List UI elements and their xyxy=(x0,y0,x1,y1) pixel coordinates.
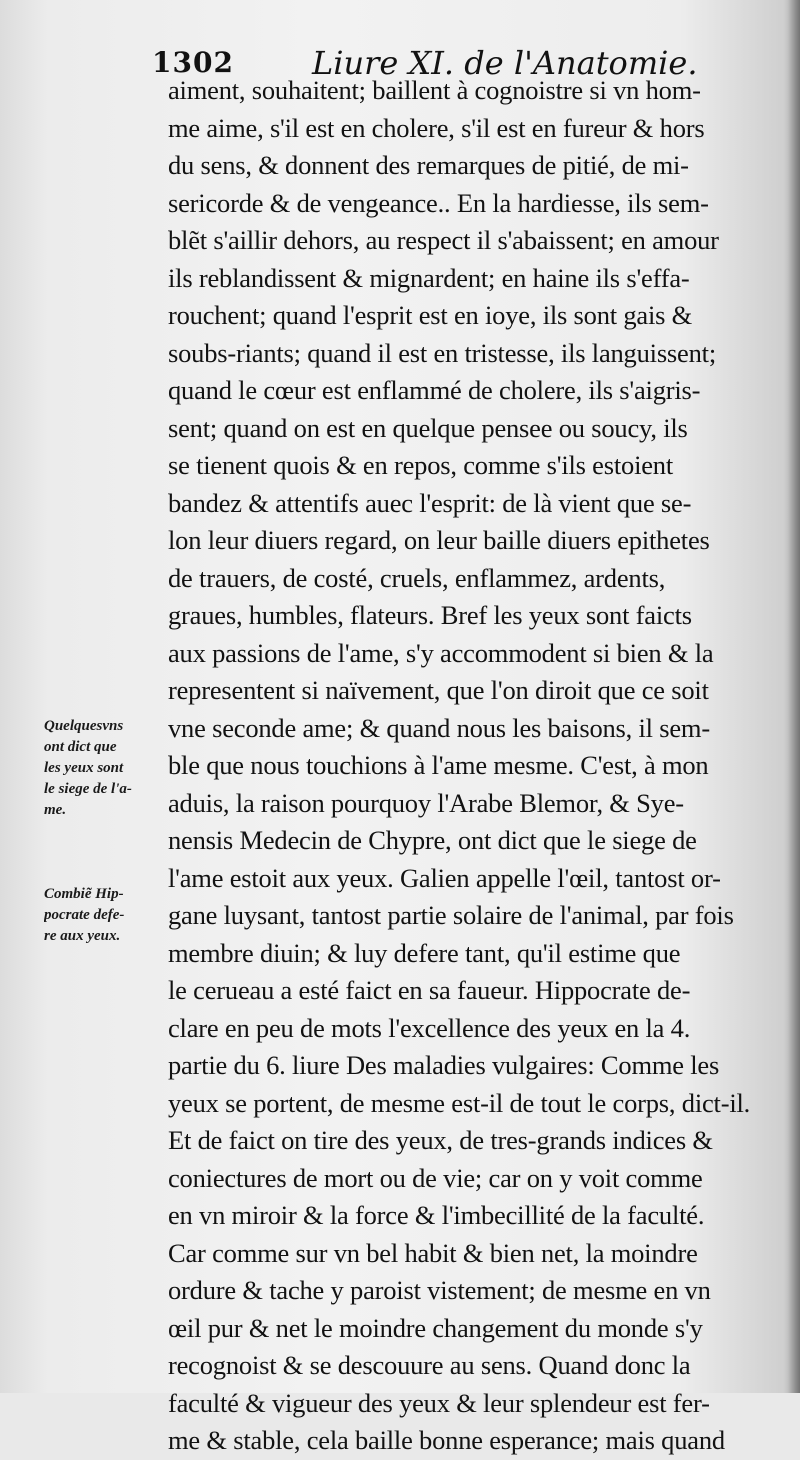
text-line: recognoist & se descouure au sens. Quand donc la xyxy=(168,1350,691,1380)
margin-note-line: le siege de l'a- xyxy=(44,781,132,797)
text-line: nensis Medecin de Chypre, ont dict que le siege de xyxy=(168,825,697,855)
margin-note-line: Combiẽ Hip- xyxy=(44,886,124,902)
text-line: me & stable, cela baille bonne esperance; mais quand xyxy=(168,1425,725,1455)
text-line: aduis, la raison pourquoy l'Arabe Blemor, & Sye- xyxy=(168,787,684,818)
text-line: l'ame estoit aux yeux. Galien appelle l'œil, tantost or- xyxy=(168,862,721,893)
text-line: membre diuin; & luy defere tant, qu'il estime que xyxy=(168,937,681,968)
text-line: de trauers, de costé, cruels, enflammez, ardents, xyxy=(168,562,666,593)
margin-note-line: ont dict que xyxy=(44,739,117,755)
text-line: ble que nous touchions à l'ame mesme. C'est, à mon xyxy=(168,750,709,780)
text-line: du sens, & donnent des remarques de pitié, de mi- xyxy=(168,150,689,180)
text-line: yeux se portent, de mesme est-il de tout le corps, dict-il. xyxy=(168,1087,751,1118)
text-line: œil pur & net le moindre changement du monde s'y xyxy=(168,1312,703,1343)
text-line: faculté & vigueur des yeux & leur splendeur est fer- xyxy=(168,1387,710,1418)
text-line: ils reblandissent & mignardent; en haine ils s'effa- xyxy=(168,262,690,293)
text-line: vne seconde ame; & quand nous les baisons, il sem- xyxy=(168,712,710,743)
page-gutter-shadow xyxy=(788,0,800,1393)
text-line: partie du 6. liure Des maladies vulgaires: Comme les xyxy=(168,1050,720,1080)
text-line: rouchent; quand l'esprit est en ioye, ils sont gais & xyxy=(168,300,693,330)
text-line: aiment, souhaitent; baillent à cognoistre si vn hom- xyxy=(168,75,701,105)
text-line: ordure & tache y paroist vistement; de mesme en vn xyxy=(168,1275,711,1305)
margin-note-line: me. xyxy=(44,802,67,818)
margin-note-line: re aux yeux. xyxy=(44,928,121,944)
page-number: 1302 xyxy=(152,46,234,79)
text-line: blẽt s'aillir dehors, au respect il s'abaissent; en amour xyxy=(168,225,719,255)
margin-note-line: pocrate defe- xyxy=(44,907,125,923)
text-line: en vn miroir & la force & l'imbecillité de la faculté. xyxy=(168,1200,705,1230)
margin-note-siege-de-l-ame xyxy=(44,716,172,821)
text-line: sent; quand on est en quelque pensee ou soucy, ils xyxy=(168,412,688,443)
text-line: quand le cœur est enflammé de cholere, ils s'aigris- xyxy=(168,375,701,405)
text-line: graues, humbles, flateurs. Bref les yeux sont faicts xyxy=(168,600,692,630)
text-line: le cerueau a esté faict en sa faueur. Hippocrate de- xyxy=(168,975,691,1005)
text-line: Et de faict on tire des yeux, de tres-grands indices & xyxy=(168,1125,713,1155)
text-line: aux passions de l'ame, s'y accommodent si bien & la xyxy=(168,637,714,668)
text-line: Car comme sur vn bel habit & bien net, la moindre xyxy=(168,1237,698,1268)
main-text-block xyxy=(168,72,768,1460)
margin-note-hippocrate xyxy=(44,884,172,947)
text-line: clare en peu de mots l'excellence des yeux en la 4. xyxy=(168,1012,691,1043)
text-line: lon leur diuers regard, on leur baille diuers epithetes xyxy=(168,525,710,555)
running-title: Liure XI. de l'Anatomie. xyxy=(312,44,698,82)
text-line: se tienent quois & en repos, comme s'ils estoient xyxy=(168,450,674,480)
text-line: sericorde & de vengeance.. En la hardiesse, ils sem- xyxy=(168,187,709,218)
margin-note-line: Quelquesvns xyxy=(44,718,124,734)
text-line: gane luysant, tantost partie solaire de l'animal, par fois xyxy=(168,900,734,930)
text-line: representent si naïvement, que l'on diroit que ce soit xyxy=(168,675,709,705)
text-line: me aime, s'il est en cholere, s'il est en fureur & hors xyxy=(168,112,705,143)
margin-note-line: les yeux sont xyxy=(44,760,124,776)
text-line: bandez & attentifs auec l'esprit: de là vient que se- xyxy=(168,487,692,518)
text-line: soubs-riants; quand il est en tristesse, ils languissent; xyxy=(168,337,716,368)
text-line: coniectures de mort ou de vie; car on y voit comme xyxy=(168,1162,703,1193)
